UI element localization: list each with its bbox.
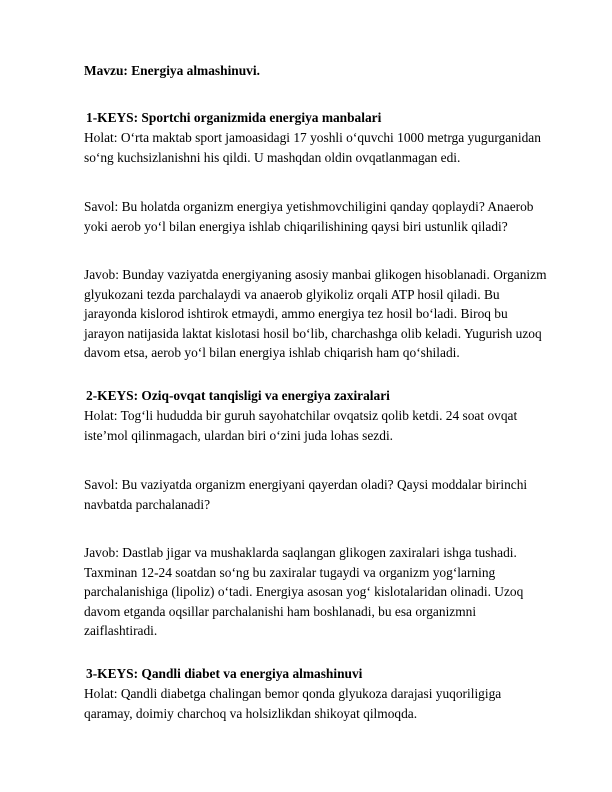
case-2-savol-line-1: Savol: Bu vaziyatda organizm energiyani qayerdan oladi? Qaysi moddalar birinchi (84, 477, 528, 492)
case-2-javob-line-3: parchalanishiga (lipoliz) o‘tadi. Energiya asosan yog‘ kislotalaridan olinadi. Uzoq (84, 584, 524, 600)
case-1-javob-line-3: jarayonda kislorod ishtirok etmaydi, ammo energiya tez hosil bo‘ladi. Biroq bu (84, 306, 508, 322)
case-1-savol (84, 197, 584, 236)
case-2-holat (84, 406, 584, 445)
case-1-javob (84, 265, 584, 363)
case-1-holat-line-2: so‘ng kuchsizlanishni his qildi. U mashqdan oldin ovqatlanmagan edi. (84, 149, 461, 165)
case-1-savol-line-1: Savol: Bu holatda organizm energiya yetishmovchiligini qanday qoplaydi? Anaerob (84, 199, 534, 214)
case-2-holat-line-1: Holat: Tog‘li hududda bir guruh sayohatchilar ovqatsiz qolib ketdi. 24 soat ovqat (84, 408, 518, 423)
case-3-holat-line-1: Holat: Qandli diabetga chalingan bemor qonda glyukoza darajasi yuqoriligiga (84, 686, 502, 701)
case-3-holat (84, 684, 584, 723)
case-1-heading: 1-KEYS: Sportchi organizmida energiya manbalari (86, 110, 382, 125)
case-3-holat-line-2: qaramay, doimiy charchoq va holsizlikdan shikoyat qilmoqda. (84, 705, 418, 721)
document-title: Mavzu: Energiya almashinuvi. (84, 63, 260, 78)
case-2-savol-line-2: navbatda parchalanadi? (84, 496, 211, 512)
case-1-savol-line-2: yoki aerob yo‘l bilan energiya ishlab chiqarilishining qaysi biri ustunlik qiladi? (84, 218, 508, 234)
case-3-heading: 3-KEYS: Qandli diabet va energiya almashinuvi (86, 666, 363, 681)
case-2-javob (84, 543, 584, 641)
case-2-heading: 2-KEYS: Oziq-ovqat tanqisligi va energiya zaxiralari (86, 388, 390, 403)
case-2-javob-line-2: Taxminan 12-24 soatdan so‘ng bu zaxiralar tugaydi va organizm yog‘larning (84, 564, 496, 580)
case-2-javob-line-5: zaiflashtiradi. (84, 623, 158, 639)
case-1-javob-line-5: davom etsa, aerob yo‘l bilan energiya ishlab chiqarish ham qo‘shiladi. (84, 345, 460, 361)
case-2-savol (84, 475, 584, 514)
case-1-javob-line-1: Javob: Bunday vaziyatda energiyaning asosiy manbai glikogen hisoblanadi. Organizm (84, 267, 547, 282)
case-1-holat-line-1: Holat: O‘rta maktab sport jamoasidagi 17 yoshli o‘quvchi 1000 metrga yugurganidan (84, 130, 541, 145)
case-1-javob-line-2: glyukozani tezda parchalaydi va anaerob glyikoliz orqali ATP hosil qiladi. Bu (84, 286, 500, 302)
case-1-javob-line-4: jarayon natijasida laktat kislotasi hosil bo‘lib, charchashga olib keladi. Yugurish uzoq (84, 325, 542, 341)
case-2-javob-line-1: Javob: Dastlab jigar va mushaklarda saqlangan glikogen zaxiralari ishga tushadi. (84, 545, 517, 560)
case-2-javob-line-4: davom etganda oqsillar parchalanishi ham boshlanadi, bu esa organizmni (84, 603, 477, 619)
case-2-holat-line-2: iste’mol qilinmagach, ulardan biri o‘zini juda lohas sezdi. (84, 427, 394, 443)
case-1-holat (84, 128, 584, 167)
